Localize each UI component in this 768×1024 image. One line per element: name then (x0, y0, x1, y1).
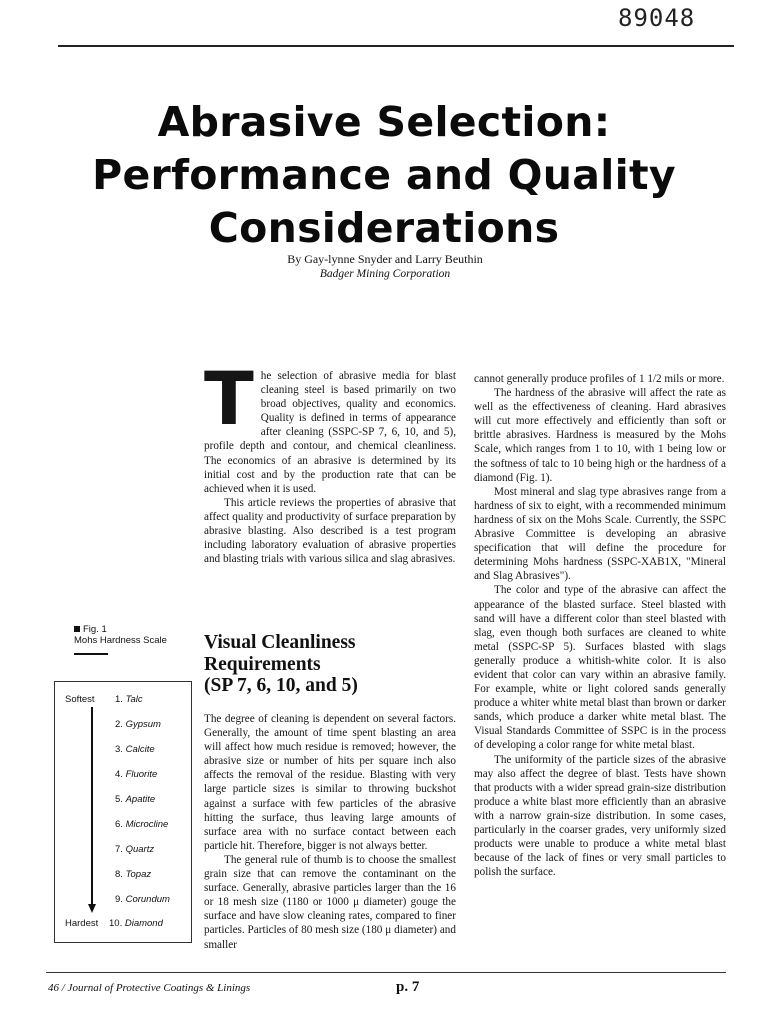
right-paragraph-3: Most mineral and slag type abrasives range from a hardness of six to eight, with a recommended minimum hardness of six on the Mohs Scale. Currently, the SSPC Abrasive Committee is developing an abrasive specification that will define the procedure for determining Mohs hardness (SSPC-XAB1X, "Mineral and Slag Abrasives"). (474, 485, 726, 583)
document-number: 89048 (618, 4, 696, 32)
mohs-scale-item: 9. Corundum (115, 894, 170, 905)
mohs-scale-item: 5. Apatite (115, 794, 156, 805)
mohs-scale-item: 1. Talc (115, 694, 143, 705)
section-paragraph-2: The general rule of thumb is to choose the smallest grain size that can remove the contaminant on the surface. Generally, abrasive particles larger than the 16 or 18 mesh size (1180 or 1000 μ diameter) gouge the surface and have slow cleaning rates, compared to finer particles. Particles of 80 mesh size (180 μ diameter) and smaller (204, 853, 456, 951)
authors: By Gay-lynne Snyder and Larry Beuthin (287, 252, 483, 266)
mohs-scale-item: 3. Calcite (115, 744, 155, 755)
footer-journal-info: 46 / Journal of Protective Coatings & Linings (48, 982, 251, 994)
title-line-3: Considerations (208, 204, 560, 252)
intro-paragraph-2: This article reviews the properties of abrasive that affect quality and productivity of surface preparation by abrasive blasting. Also described is a test program including laboratory evaluation of abrasive properties and blasting trials with various silica and slag abrasives. (204, 496, 456, 566)
title-line-2: Performance and Quality (92, 151, 676, 199)
square-bullet-icon (74, 626, 80, 632)
right-paragraph-1: cannot generally produce profiles of 1 1/2 mils or more. (474, 373, 725, 385)
byline (190, 252, 580, 282)
article-title (20, 96, 748, 255)
section-heading: Visual Cleanliness Requirements (SP 7, 6, 10, and 5) (204, 632, 358, 696)
mohs-scale-item: 10. Diamond (109, 918, 163, 929)
footer-divider (46, 972, 726, 973)
figure-title: Mohs Hardness Scale (74, 635, 167, 646)
intro-paragraph-1-text: he selection of abrasive media for blast cleaning steel is based primarily on two broad objectives, quality and economics. Quality is defined in terms of appearance after cleaning (SSPC-SP 7, 6, 10, and 5), profile depth and contour, and chemical cleanliness. The economics of an abrasive is determined by its initial cost and by the production rate that can be achieved when it is used. (204, 370, 456, 495)
mohs-scale-item: 7. Quartz (115, 844, 155, 855)
mohs-scale-item: 8. Topaz (115, 869, 152, 880)
right-paragraph-4: The color and type of the abrasive can affect the appearance of the blasted surface. Steel blasted with sand will have a different color than steel blasted with slag, even though both surfaces are cleaned to white metal (SSPC-SP 5). Surfaces blasted with slags generally produce a whitish-white color. It is also evident that color can vary within an abrasive family. For example, white or light colored sands generally produce a whiter white metal blast than brown or darker sands, which produce a darker white metal blast. The Visual Standards Committee of SSPC is in the process of developing a color range for white metal blast. (474, 584, 726, 752)
arrow-down-icon (88, 904, 96, 913)
section-paragraph-1: The degree of cleaning is dependent on several factors. Generally, the amount of time spent blasting an area will affect how much residue is removed; however, the abrasive size or number of hits per square inch also affects the removal of the residue. Blasting with very large particle sizes is similar to throwing buckshot against a surface with few particles of the abrasive hitting the surface, thus leaving large amounts of surface area with no surface contact between each particle hit. Therefore, bigger is not always better. (204, 713, 456, 852)
intro-paragraph-1 (204, 357, 456, 496)
mohs-scale-figure (54, 681, 192, 943)
figure-caption-rule (74, 653, 108, 655)
mohs-scale-item: 4. Fluorite (115, 769, 158, 780)
mohs-scale-item: 2. Gypsum (115, 719, 161, 730)
right-paragraph-5: The uniformity of the particle sizes of the abrasive may also affect the degree of blast. Tests have shown that products with a wider spread grain-size distribution produce a white blast more efficiently than an abrasive with a narrow grain-size distribution. In some cases, particularly in the coarser grades, very uniformly sized products were unable to produce a white metal blast because of the lack of fines or very small particles to polish the surface. (474, 753, 726, 879)
right-paragraph-2: The hardness of the abrasive will affect the rate as well as the effectiveness of cleaning. Hard abrasives will cut more effectively and efficiently than soft or brittle abrasives. Hardness is measured by the Mohs Scale, which ranges from 1 to 10, with 1 being low or the softness of talc to 10 being high or the hardness of a diamond (Fig. 1). (474, 387, 726, 484)
figure-label: Fig. 1 (83, 624, 107, 635)
softest-label: Softest (65, 694, 95, 705)
footer-page-number: p. 7 (396, 979, 420, 995)
figure-caption (74, 624, 204, 646)
right-column (474, 372, 726, 879)
scale-arrow-shaft (91, 707, 93, 907)
drop-cap: T (204, 357, 254, 442)
intro-column (204, 357, 456, 566)
mohs-scale-item: 6. Microcline (115, 819, 169, 830)
hardest-label: Hardest (65, 918, 99, 929)
title-line-1: Abrasive Selection: (157, 98, 611, 146)
section-column (204, 712, 456, 952)
top-divider (58, 45, 734, 47)
affiliation: Badger Mining Corporation (319, 268, 451, 280)
